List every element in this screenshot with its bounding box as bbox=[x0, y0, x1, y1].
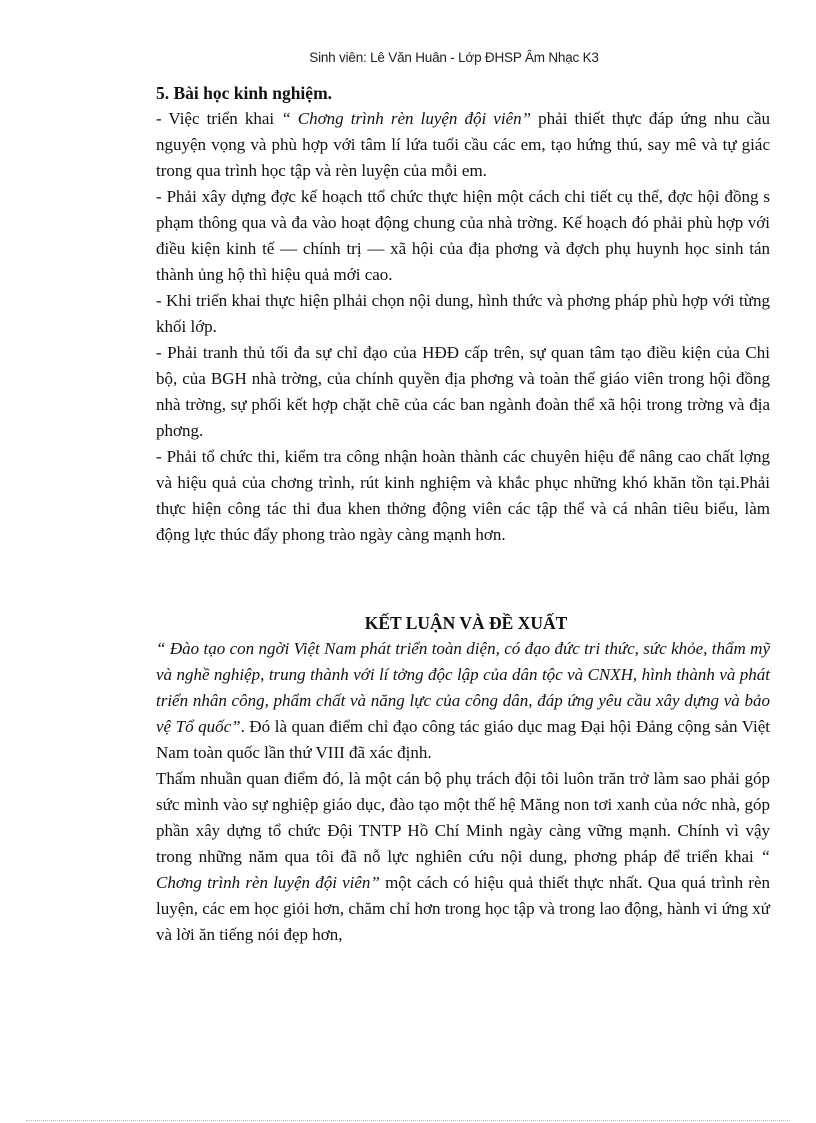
section-spacer bbox=[156, 548, 770, 610]
footer-divider bbox=[26, 1120, 790, 1121]
conclusion-paragraph-2-start: Thấm nhuần quan điểm đó, là một cán bộ phụ trách đội tôi luôn trăn trở làm sao phải góp sức mình vào sự nghiệp giáo dục, đào tạo một thế hệ Măng non tơi xanh của nớc nhà, góp phần xây dựng tổ chức Đội TNTP Hồ Chí Minh ngày càng vững mạnh. Chính vì vậy trong những năm qua tôi đã nỗ lực nghiên cứu nội dung, phơng pháp để triển khai bbox=[156, 769, 770, 866]
paragraph-2: - Phải xây dựng đợc kế hoạch ttổ chức thực hiện một cách chi tiết cụ thể, đợc hội đồng s phạm thông qua và đa vào hoạt động chung của nhà trờng. Kế hoạch đó phải phù hợp với điều kiện kinh tế — chính trị — xã hội của địa phơng và đợch phụ huynh học sinh tán thành ủng hộ thì hiệu quả mới cao. bbox=[156, 187, 770, 284]
conclusion-heading: KẾT LUẬN VÀ ĐỀ XUẤT bbox=[364, 613, 568, 633]
conclusion-paragraph-2-end: một cách có hiệu quả thiết thực nhất. Qua quá trình rèn luyện, các em học giỏi hơn, chăm chỉ hơn trong học tập và trong lao động, hành vi ứng xử và lời ăn tiếng nói đẹp hơn, bbox=[156, 873, 770, 944]
conclusion-paragraph-1 bbox=[156, 636, 770, 766]
page-content bbox=[156, 80, 770, 948]
paragraph-1 bbox=[156, 106, 770, 184]
paragraph-3: - Khi triển khai thực hiện plhải chọn nội dung, hình thức và phơng pháp phù hợp với từng khối lớp. bbox=[156, 291, 770, 336]
page-header: Sinh viên: Lê Văn Huân - Lớp ĐHSP Âm Nhạc K3 bbox=[309, 50, 599, 65]
paragraph-1-start: - Việc triển khai bbox=[156, 109, 282, 128]
conclusion-quote: “ Đào tạo con ngời Việt Nam phát triển toàn diện, có đạo đức tri thức, sức khỏe, thẩm mỹ và nghề nghiệp, trung thành với lí tởng độc lập của dân tộc và CNXH, hình thành và phát triển nhân công, phẩm chất và năng lực của công dân, đáp ứng yêu cầu xây dựng và bảo vệ Tổ quốc” bbox=[156, 639, 770, 736]
program-title-italic: “ Chơng trình rèn luyện đội viên” bbox=[281, 109, 532, 128]
conclusion-quote-tail: . Đó là quan điểm chỉ đạo công tác giáo dục mag Đại hội Đảng cộng sản Việt Nam toàn quốc lần thứ VIII đã xác định. bbox=[156, 717, 771, 762]
paragraph-5: - Phải tổ chức thi, kiểm tra công nhận hoàn thành các chuyên hiệu để nâng cao chất lợng và hiệu quả của chơng trình, rút kinh nghiệm và khắc phục những khó khăn tồn tại.Phải thực hiện công tác thi đua khen thởng động viên các tập thể và cá nhân tiêu biểu, làm động lực thúc đẩy phong trào ngày càng mạnh hơn. bbox=[156, 447, 770, 544]
paragraph-4: - Phải tranh thủ tối đa sự chỉ đạo của HĐĐ cấp trên, sự quan tâm tạo điều kiện của Chi bộ, của BGH nhà trờng, của chính quyền địa phơng và toàn thể giáo viên trong hội đồng nhà trờng, sự phối kết hợp chặt chẽ của các ban ngành đoàn thể xã hội trong trờng và địa phơng. bbox=[156, 343, 770, 440]
conclusion-paragraph-2 bbox=[156, 766, 770, 948]
paragraph-1-end: phải thiết thực đáp ứng nhu cầu nguyện vọng và phù hợp với tâm lí lứa tuổi cầu các em, tạo hứng thú, say mê và tự giác trong qua trình học tập và rèn luyện của mỗi em. bbox=[156, 109, 770, 180]
program-title-italic-2: “ Chơng trình rèn luyện đội viên” bbox=[156, 847, 770, 892]
section-title: 5. Bài học kinh nghiệm. bbox=[156, 83, 333, 103]
